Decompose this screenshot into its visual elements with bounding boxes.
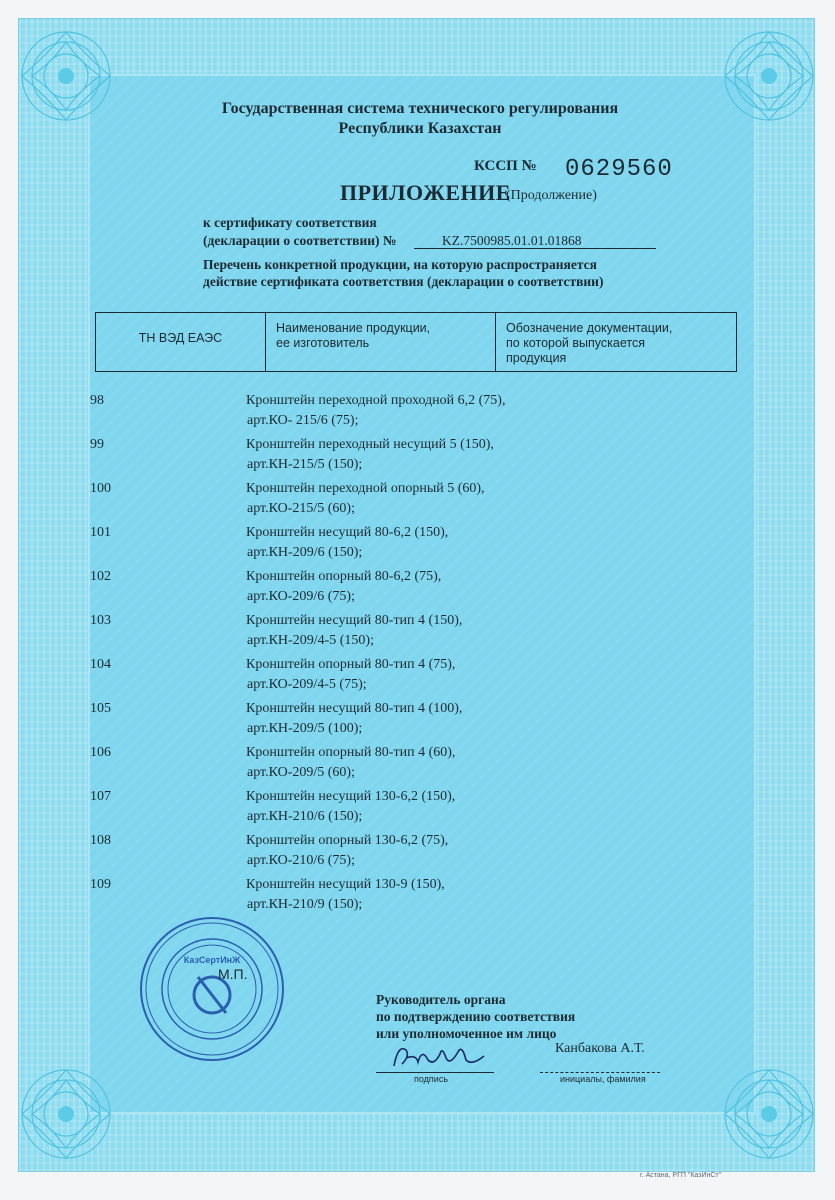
list-intro-line1: Перечень конкретной продукции, на которую распространяется xyxy=(203,257,597,272)
item-article: арт.КН-209/5 (100); xyxy=(247,721,363,736)
item-name: Кронштейн переходный несущий 5 (150), xyxy=(246,437,494,452)
corner-rosette-top-left xyxy=(16,26,116,126)
item-name: Кронштейн опорный 80-тип 4 (60), xyxy=(246,745,456,760)
item-article: арт.КН-209/6 (150); xyxy=(247,545,363,560)
column-header-code: ТН ВЭД ЕАЭС xyxy=(96,313,266,371)
column-header-doc-line2: по которой выпускается xyxy=(506,336,645,350)
list-item xyxy=(90,657,690,701)
signature-caption: подпись xyxy=(414,1074,449,1084)
list-item xyxy=(90,525,690,569)
signer-name: Канбакова А.Т. xyxy=(555,1041,645,1056)
corner-rosette-top-right xyxy=(719,26,819,126)
item-number: 103 xyxy=(90,613,111,628)
item-name: Кронштейн несущий 80-тип 4 (100), xyxy=(246,701,463,716)
item-name: Кронштейн опорный 80-6,2 (75), xyxy=(246,569,442,584)
list-item xyxy=(90,745,690,789)
name-line xyxy=(540,1072,660,1073)
signatory-title-line3: или уполномоченное им лицо xyxy=(376,1026,557,1041)
column-header-name xyxy=(266,313,496,371)
column-header-doc-line1: Обозначение документации, xyxy=(506,321,673,335)
item-name: Кронштейн несущий 80-тип 4 (150), xyxy=(246,613,463,628)
item-number: 99 xyxy=(90,437,104,452)
column-header-documentation xyxy=(496,313,736,371)
column-header-doc-line3: продукция xyxy=(506,351,567,365)
item-article: арт.КН-210/6 (150); xyxy=(247,809,363,824)
printer-imprint: г. Астана, РГП "КазИнСт" xyxy=(640,1172,722,1179)
signatory-title-line2: по подтверждению соответствия xyxy=(376,1009,576,1024)
item-article: арт.КО- 215/6 (75); xyxy=(247,413,359,428)
official-seal xyxy=(138,915,286,1063)
list-item xyxy=(90,701,690,745)
product-list xyxy=(90,393,690,921)
item-name: Кронштейн несущий 80-6,2 (150), xyxy=(246,525,449,540)
handwritten-signature xyxy=(388,1036,488,1072)
item-number: 106 xyxy=(90,745,111,760)
corner-rosette-bottom-right xyxy=(719,1064,819,1164)
appendix-title: ПРИЛОЖЕНИЕ xyxy=(340,180,511,205)
item-number: 102 xyxy=(90,569,111,584)
item-number: 101 xyxy=(90,525,111,540)
item-article: арт.КО-209/5 (60); xyxy=(247,765,355,780)
item-number: 107 xyxy=(90,789,111,804)
mp-label: М.П. xyxy=(218,966,248,982)
item-article: арт.КО-215/5 (60); xyxy=(247,501,355,516)
signatory-title-line1: Руководитель органа xyxy=(376,992,506,1007)
item-number: 109 xyxy=(90,877,111,892)
item-number: 108 xyxy=(90,833,111,848)
kssp-number: 0629560 xyxy=(565,156,673,183)
item-number: 98 xyxy=(90,393,104,408)
certificate-line2: (декларации о соответствии) № xyxy=(203,233,397,248)
list-item xyxy=(90,789,690,833)
item-article: арт.КН-215/5 (150); xyxy=(247,457,363,472)
kssp-label: КССП № xyxy=(474,158,537,174)
list-item xyxy=(90,613,690,657)
corner-rosette-bottom-left xyxy=(16,1064,116,1164)
list-item xyxy=(90,393,690,437)
list-item xyxy=(90,569,690,613)
item-name: Кронштейн опорный 80-тип 4 (75), xyxy=(246,657,456,672)
signature-line xyxy=(376,1072,494,1073)
item-name: Кронштейн переходной опорный 5 (60), xyxy=(246,481,485,496)
item-name: Кронштейн опорный 130-6,2 (75), xyxy=(246,833,449,848)
item-name: Кронштейн переходной проходной 6,2 (75), xyxy=(246,393,506,408)
column-header-name-line1: Наименование продукции, xyxy=(276,321,431,335)
org-title-line1: Государственная система технического регулирования xyxy=(221,100,619,117)
list-intro-line2: действие сертификата соответствия (декларации о соответствии) xyxy=(203,274,604,289)
appendix-subtitle: (Продолжение) xyxy=(506,188,597,203)
item-article: арт.КО-209/4-5 (75); xyxy=(247,677,367,692)
seal-text: КазСертИнЖ xyxy=(183,955,241,965)
list-item xyxy=(90,481,690,525)
item-article: арт.КН-210/9 (150); xyxy=(247,897,363,912)
item-number: 104 xyxy=(90,657,111,672)
item-number: 100 xyxy=(90,481,111,496)
item-name: Кронштейн несущий 130-9 (150), xyxy=(246,877,445,892)
item-article: арт.КН-209/4-5 (150); xyxy=(247,633,374,648)
table-header xyxy=(95,312,737,372)
list-item xyxy=(90,833,690,877)
item-name: Кронштейн несущий 130-6,2 (150), xyxy=(246,789,456,804)
item-article: арт.КО-209/6 (75); xyxy=(247,589,355,604)
list-item xyxy=(90,437,690,481)
column-header-name-line2: ее изготовитель xyxy=(276,336,370,350)
org-title-line2: Республики Казахстан xyxy=(338,120,502,137)
name-caption: инициалы, фамилия xyxy=(560,1074,646,1084)
item-article: арт.КО-210/6 (75); xyxy=(247,853,355,868)
certificate-line1: к сертификату соответствия xyxy=(203,215,377,230)
certificate-number: KZ.7500985.01.01.01868 xyxy=(414,233,656,249)
item-number: 105 xyxy=(90,701,111,716)
